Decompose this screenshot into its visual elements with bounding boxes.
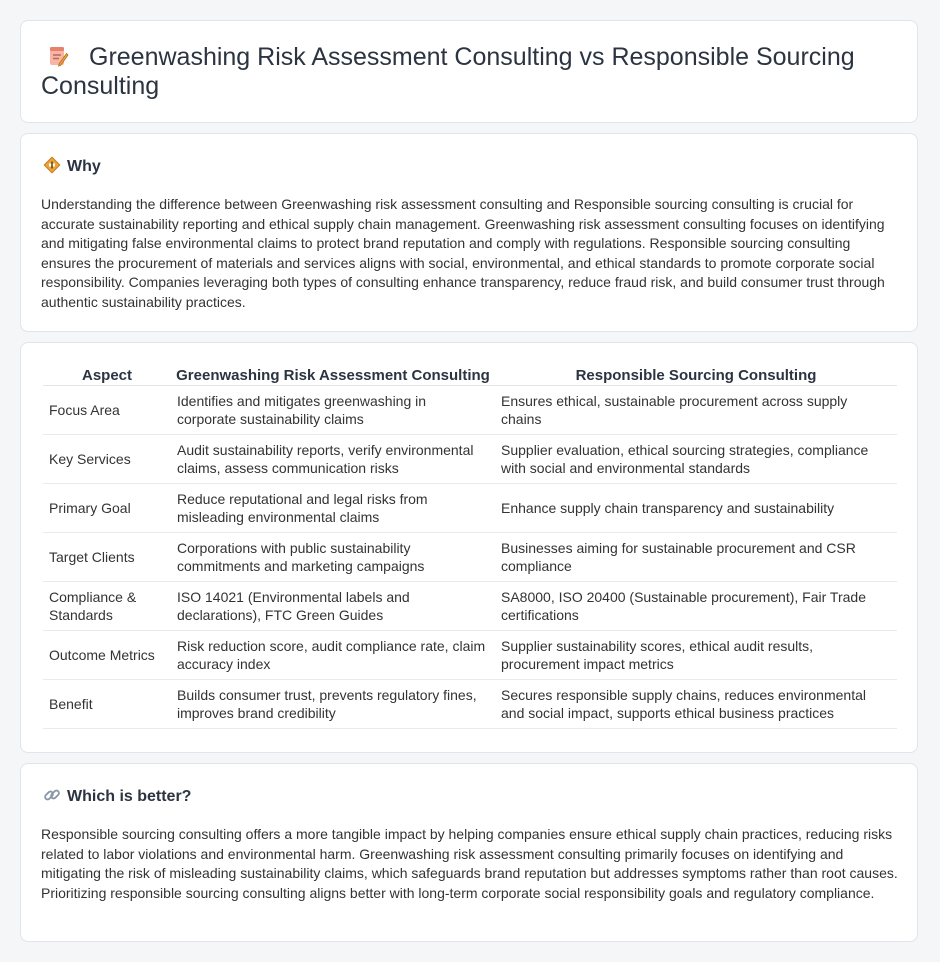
why-card (20, 133, 918, 332)
table-row (43, 533, 897, 582)
row-greenwashing: Corporations with public sustainability commitments and marketing campaigns (171, 533, 495, 582)
row-responsible: SA8000, ISO 20400 (Sustainable procurement), Fair Trade certifications (495, 582, 897, 631)
table-row (43, 484, 897, 533)
comparison-table (43, 365, 897, 729)
row-responsible: Supplier evaluation, ethical sourcing strategies, compliance with social and environmental standards (495, 435, 897, 484)
header-greenwashing: Greenwashing Risk Assessment Consulting (171, 365, 495, 386)
row-greenwashing: Identifies and mitigates greenwashing in corporate sustainability claims (171, 386, 495, 435)
row-greenwashing: Builds consumer trust, prevents regulatory fines, improves brand credibility (171, 680, 495, 729)
row-aspect: Key Services (43, 435, 171, 484)
row-aspect: Compliance & Standards (43, 582, 171, 631)
table-row (43, 386, 897, 435)
why-heading-label: Why (67, 158, 101, 175)
table-row (43, 582, 897, 631)
row-aspect: Target Clients (43, 533, 171, 582)
header-responsible-sourcing: Responsible Sourcing Consulting (495, 365, 897, 386)
memo-icon (47, 45, 69, 67)
row-greenwashing: Risk reduction score, audit compliance rate, claim accuracy index (171, 631, 495, 680)
row-aspect: Focus Area (43, 386, 171, 435)
title-card (20, 20, 918, 123)
better-heading (43, 786, 191, 807)
warning-sign-icon (43, 156, 61, 174)
row-aspect: Outcome Metrics (43, 631, 171, 680)
table-row (43, 631, 897, 680)
link-icon (43, 786, 61, 804)
row-responsible: Supplier sustainability scores, ethical audit results, procurement impact metrics (495, 631, 897, 680)
table-header-row (43, 365, 897, 386)
better-heading-label: Which is better? (67, 788, 192, 805)
row-greenwashing: Audit sustainability reports, verify environmental claims, assess communication risks (171, 435, 495, 484)
table-row (43, 680, 897, 729)
row-aspect: Primary Goal (43, 484, 171, 533)
row-responsible: Secures responsible supply chains, reduces environmental and social impact, supports ethical business practices (495, 680, 897, 729)
row-responsible: Enhance supply chain transparency and sustainability (495, 484, 897, 533)
comparison-card (20, 342, 918, 753)
which-better-card (20, 763, 918, 942)
row-aspect: Benefit (43, 680, 171, 729)
better-paragraph: Responsible sourcing consulting offers a more tangible impact by helping companies ensure ethical supply chain practices, reducing risks related to labor violations and environmental harm. Greenwashing risk assessment consulting primarily focuses on identifying and mitigating the risk of misleading sustainability claims, which safeguards brand reputation but addresses symptoms rather than root causes. Prioritizing responsible sourcing consulting aligns better with long-term corporate social responsibility goals and regulatory compliance. (41, 826, 898, 901)
page-title: Greenwashing Risk Assessment Consulting vs Responsible Sourcing Consulting (41, 43, 855, 100)
row-greenwashing: Reduce reputational and legal risks from misleading environmental claims (171, 484, 495, 533)
row-responsible: Businesses aiming for sustainable procurement and CSR compliance (495, 533, 897, 582)
header-aspect: Aspect (43, 365, 171, 386)
table-row (43, 435, 897, 484)
page-title-row (41, 43, 891, 101)
why-heading (43, 156, 101, 177)
row-greenwashing: ISO 14021 (Environmental labels and declarations), FTC Green Guides (171, 582, 495, 631)
row-responsible: Ensures ethical, sustainable procurement across supply chains (495, 386, 897, 435)
why-paragraph: Understanding the difference between Greenwashing risk assessment consulting and Responsible sourcing consulting is crucial for accurate sustainability reporting and ethical supply chain management. Greenwashing risk assessment consulting focuses on identifying and mitigating false environmental claims to protect brand reputation and comply with regulations. Responsible sourcing consulting ensures the procurement of materials and services aligns with social, environmental, and ethical standards to promote corporate social responsibility. Companies leveraging both types of consulting enhance transparency, reduce fraud risk, and build consumer trust through authentic sustainability practices. (41, 196, 885, 310)
